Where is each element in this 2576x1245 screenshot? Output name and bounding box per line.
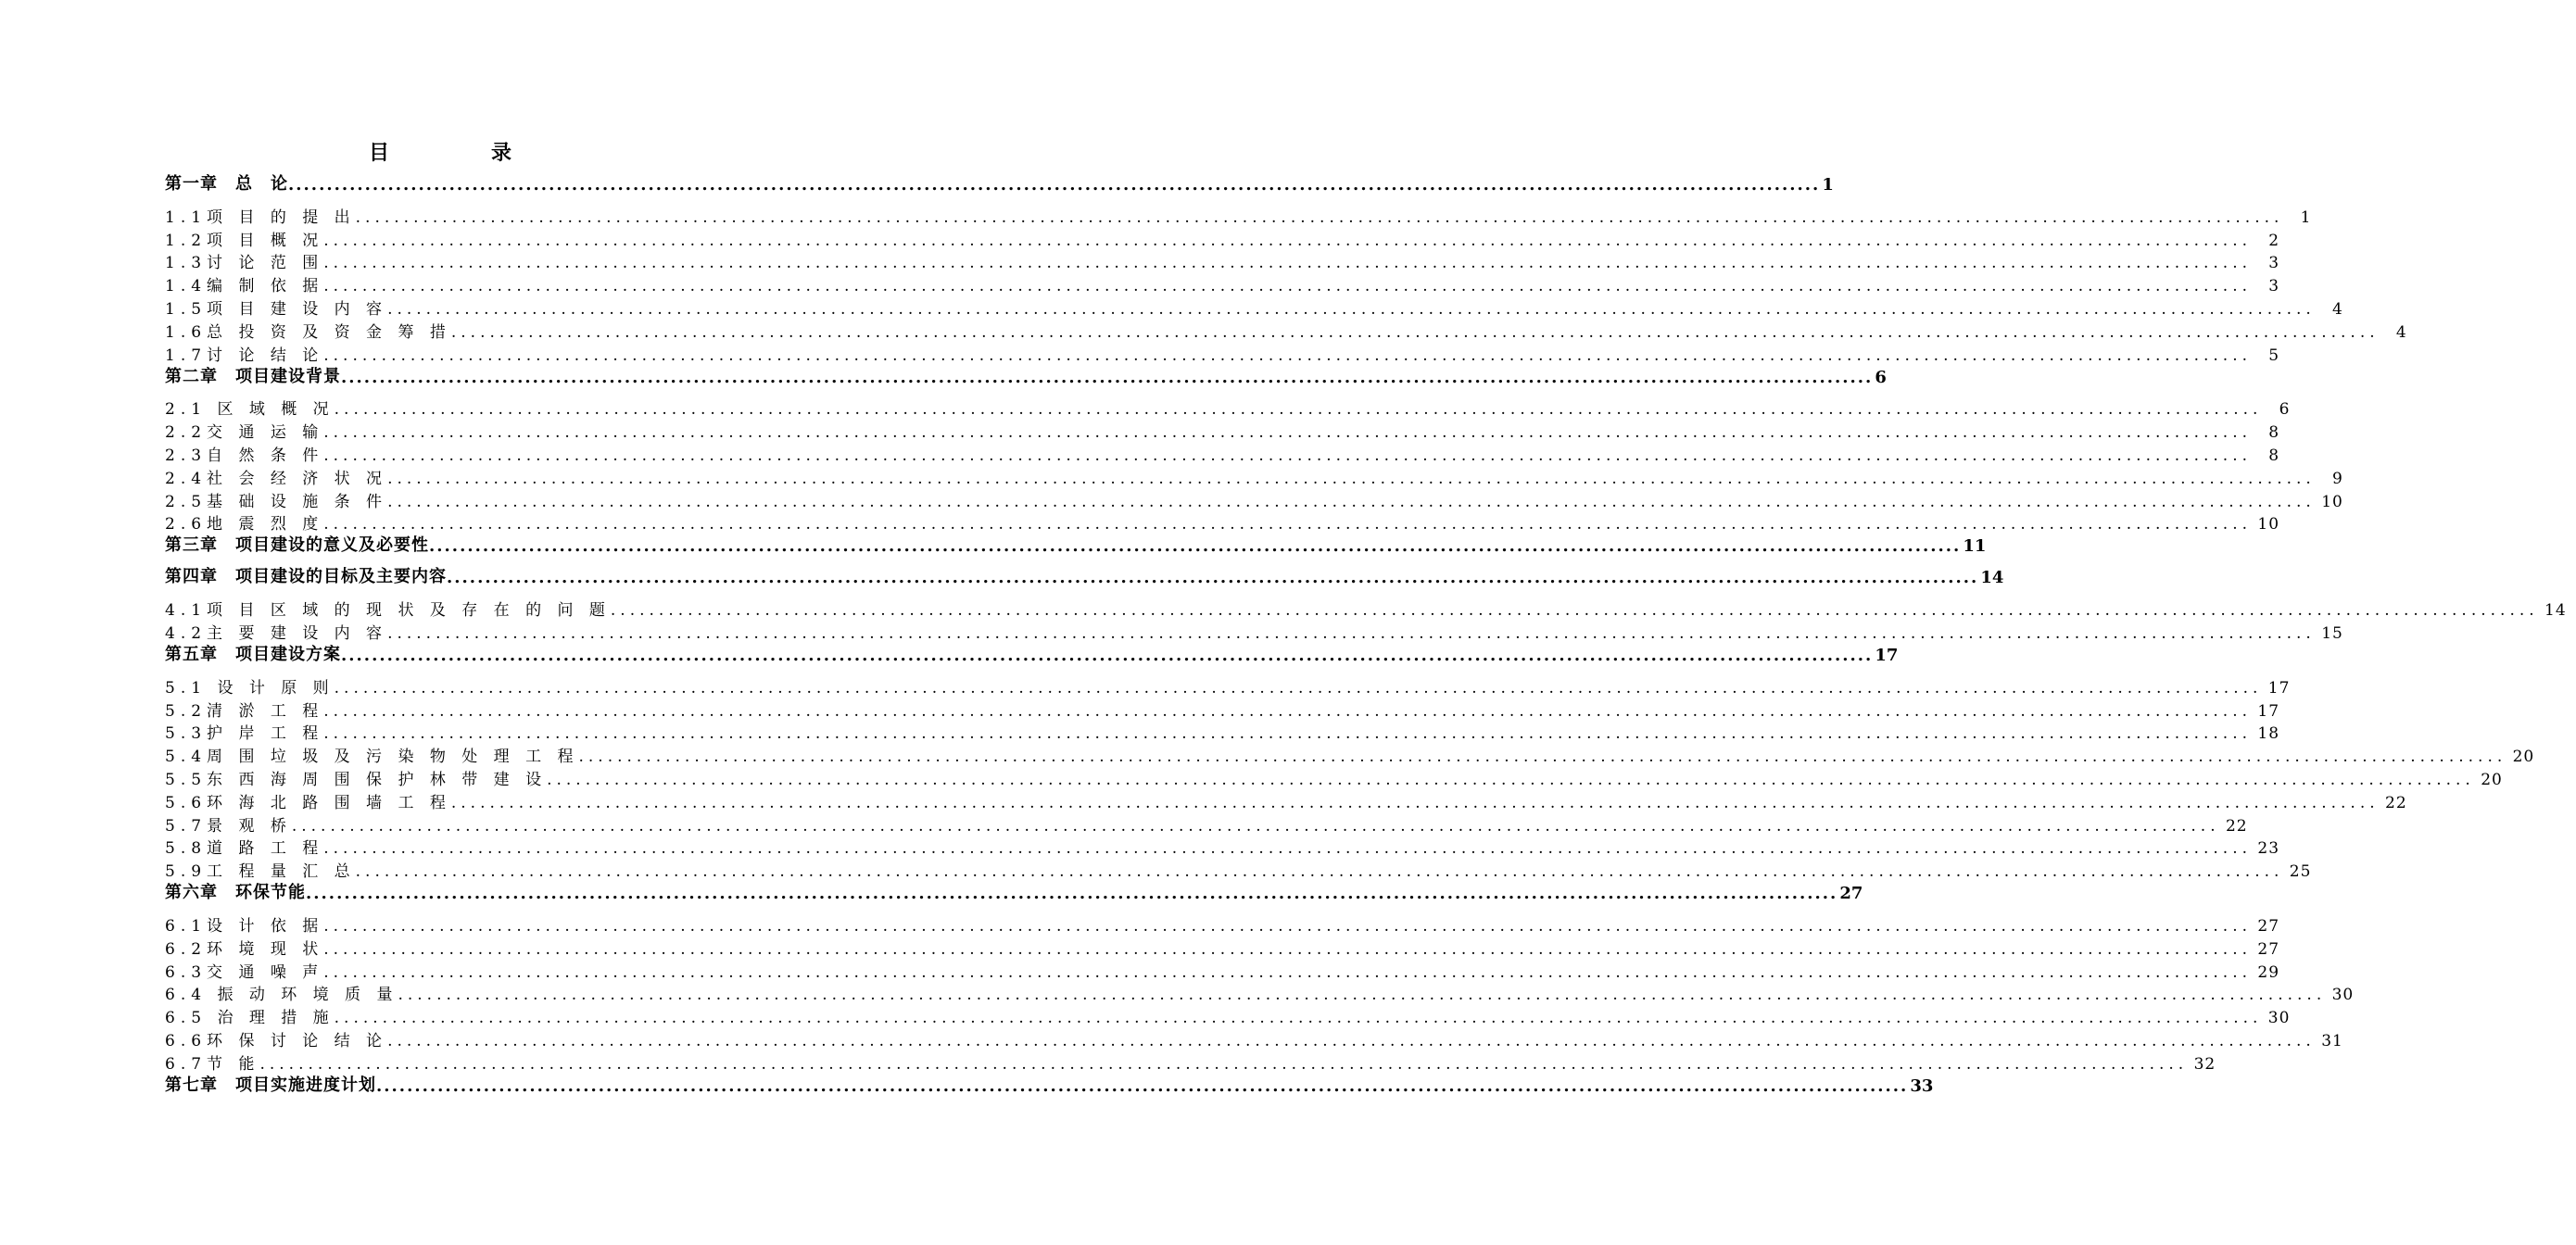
toc-section-entry[interactable] <box>165 250 2280 273</box>
toc-entry-label: 2.1 区 域 概 况 <box>165 400 335 420</box>
toc-entry-label: 6.5 治 理 措 施 <box>165 1009 335 1028</box>
toc-leader-dots: ........................................................................................................................................................................................................ <box>323 254 2253 273</box>
toc-section-entry[interactable] <box>165 597 2567 621</box>
toc-entry-label: 4.2主 要 建 设 内 容 <box>165 623 388 643</box>
toc-entry-label: 6.6环 保 讨 论 结 论 <box>165 1031 388 1050</box>
toc-leader-dots: ........................................................................................................................................................................................................ <box>323 277 2253 296</box>
toc-page-number: 17 <box>2257 701 2280 721</box>
toc-leader-dots: ........................................................................................................................................................................................................ <box>306 884 1838 904</box>
toc-section-entry[interactable] <box>165 465 2343 488</box>
toc-entry-label: 第二章 项目建设背景 <box>165 366 341 386</box>
toc-leader-dots: ........................................................................................................................................................................................................ <box>323 446 2253 465</box>
toc-leader-dots: ........................................................................................................................................................................................................ <box>547 770 2475 789</box>
toc-page-number: 14 <box>1980 568 2004 588</box>
toc-leader-dots: ........................................................................................................................................................................................................ <box>387 1031 2316 1050</box>
toc-section-entry[interactable] <box>165 912 2280 936</box>
toc-page-number: 5 <box>2268 346 2280 365</box>
toc-page-number: 20 <box>2512 748 2535 767</box>
toc-entry-label: 1.3讨 论 范 围 <box>165 254 324 273</box>
toc-page-number: 33 <box>1910 1075 1934 1096</box>
toc-entry-label: 1.4编 制 依 据 <box>165 277 324 296</box>
toc-leader-dots: ........................................................................................................................................................................................................ <box>578 748 2507 767</box>
table-of-contents <box>165 172 2567 1096</box>
toc-leader-dots: ........................................................................................................................................................................................................ <box>355 862 2284 882</box>
toc-page-number: 15 <box>2321 623 2343 643</box>
toc-page-number: 6 <box>1875 367 1887 387</box>
toc-leader-dots: ........................................................................................................................................................................................................ <box>355 208 2284 227</box>
toc-entry-label: 5.9工 程 量 汇 总 <box>165 862 356 882</box>
toc-section-entry[interactable] <box>165 766 2503 789</box>
toc-section-entry[interactable] <box>165 419 2280 443</box>
toc-leader-dots: ........................................................................................................................................................................................................ <box>447 568 1979 588</box>
toc-page-number: 3 <box>2268 254 2280 273</box>
toc-section-entry[interactable] <box>165 511 2280 534</box>
toc-page-number: 31 <box>2321 1031 2343 1050</box>
toc-entry-label: 1.5项 目 建 设 内 容 <box>165 299 388 319</box>
toc-entry-label: 4.1项 目 区 域 的 现 状 及 存 在 的 问 题 <box>165 601 611 621</box>
toc-page-number: 18 <box>2257 724 2280 744</box>
toc-entry-label: 2.6地 震 烈 度 <box>165 515 324 534</box>
toc-page-number: 27 <box>2257 916 2280 936</box>
toc-chapter-entry[interactable] <box>165 365 1887 387</box>
toc-entry-label: 第一章 总 论 <box>165 174 288 194</box>
toc-leader-dots: ........................................................................................................................................................................................................ <box>341 367 1874 387</box>
toc-entry-label: 6.3交 通 噪 声 <box>165 962 324 982</box>
toc-section-entry[interactable] <box>165 204 2312 227</box>
toc-section-entry[interactable] <box>165 698 2280 721</box>
toc-page-number: 11 <box>1963 536 1987 557</box>
toc-page-number: 17 <box>1875 645 1899 665</box>
toc-entry-label: 1.2项 目 概 况 <box>165 231 324 250</box>
toc-entry-label: 2.4社 会 经 济 状 况 <box>165 469 388 488</box>
toc-page-number: 30 <box>2331 986 2355 1005</box>
toc-section-entry[interactable] <box>165 982 2355 1005</box>
toc-leader-dots: ........................................................................................................................................................................................................ <box>376 1075 1909 1096</box>
toc-leader-dots: ........................................................................................................................................................................................................ <box>288 175 1821 195</box>
toc-page-number: 4 <box>2395 322 2407 342</box>
toc-section-entry[interactable] <box>165 442 2280 465</box>
toc-entry-label: 2.2交 通 运 输 <box>165 423 324 443</box>
toc-leader-dots: ........................................................................................................................................................................................................ <box>450 322 2380 342</box>
toc-section-entry[interactable] <box>165 272 2280 296</box>
toc-section-entry[interactable] <box>165 836 2280 859</box>
toc-entry-label: 第五章 项目建设方案 <box>165 644 341 664</box>
toc-page-number: 10 <box>2321 492 2343 511</box>
toc-page-number: 30 <box>2267 1009 2291 1028</box>
toc-entry-label: 5.7景 观 桥 <box>165 816 292 836</box>
toc-entry-label: 1.1项 目 的 提 出 <box>165 208 356 227</box>
toc-leader-dots: ........................................................................................................................................................................................................ <box>323 916 2253 936</box>
toc-section-entry[interactable] <box>165 488 2343 511</box>
toc-section-entry[interactable] <box>165 721 2280 744</box>
toc-leader-dots: ........................................................................................................................................................................................................ <box>323 724 2253 744</box>
toc-leader-dots: ........................................................................................................................................................................................................ <box>387 492 2316 511</box>
toc-entry-label: 5.6环 海 北 路 围 墙 工 程 <box>165 793 451 812</box>
toc-leader-dots: ........................................................................................................................................................................................................ <box>323 423 2253 443</box>
toc-entry-label: 第六章 环保节能 <box>165 883 306 903</box>
toc-page-number: 20 <box>2481 770 2503 789</box>
toc-entry-label: 1.6总 投 资 及 资 金 筹 措 <box>165 322 451 342</box>
toc-chapter-entry[interactable] <box>165 172 1834 195</box>
toc-leader-dots: ........................................................................................................................................................................................................ <box>341 645 1874 665</box>
toc-chapter-entry[interactable] <box>165 1074 1934 1096</box>
toc-leader-dots: ........................................................................................................................................................................................................ <box>334 678 2263 698</box>
toc-leader-dots: ........................................................................................................................................................................................................ <box>323 962 2253 982</box>
toc-entry-label: 第四章 项目建设的目标及主要内容 <box>165 567 447 587</box>
toc-leader-dots: ........................................................................................................................................................................................................ <box>323 701 2253 721</box>
toc-page-number: 2 <box>2268 231 2280 250</box>
toc-entry-label: 6.1设 计 依 据 <box>165 916 324 936</box>
toc-leader-dots: ........................................................................................................................................................................................................ <box>610 601 2539 621</box>
toc-leader-dots: ........................................................................................................................................................................................................ <box>387 299 2316 319</box>
toc-leader-dots: ........................................................................................................................................................................................................ <box>450 793 2380 812</box>
toc-leader-dots: ........................................................................................................................................................................................................ <box>291 816 2220 836</box>
toc-leader-dots: ........................................................................................................................................................................................................ <box>323 839 2253 859</box>
toc-page-number: 23 <box>2257 839 2280 859</box>
toc-chapter-entry[interactable] <box>165 565 2004 588</box>
toc-spacer <box>165 665 767 674</box>
toc-page-number: 29 <box>2257 962 2280 982</box>
toc-leader-dots: ........................................................................................................................................................................................................ <box>323 939 2253 959</box>
toc-leader-dots: ........................................................................................................................................................................................................ <box>429 536 1962 557</box>
toc-leader-dots: ........................................................................................................................................................................................................ <box>334 400 2263 420</box>
toc-section-entry[interactable] <box>165 1050 2216 1074</box>
toc-entry-label: 2.5基 础 设 施 条 件 <box>165 492 388 511</box>
toc-entry-label: 5.1 设 计 原 则 <box>165 678 335 698</box>
toc-section-entry[interactable] <box>165 789 2407 812</box>
toc-page-number: 4 <box>2332 299 2343 319</box>
toc-page-number: 8 <box>2268 446 2280 465</box>
toc-section-entry[interactable] <box>165 743 2535 767</box>
toc-entry-label: 6.7节 能 <box>165 1054 260 1074</box>
toc-entry-label: 5.8道 路 工 程 <box>165 839 324 859</box>
toc-page-number: 14 <box>2544 601 2567 621</box>
toc-section-entry[interactable] <box>165 812 2248 836</box>
toc-chapter-entry[interactable] <box>165 534 1987 557</box>
toc-leader-dots: ........................................................................................................................................................................................................ <box>334 1009 2263 1028</box>
toc-section-entry[interactable] <box>165 319 2407 342</box>
toc-section-entry[interactable] <box>165 959 2280 982</box>
toc-leader-dots: ........................................................................................................................................................................................................ <box>323 231 2253 250</box>
toc-entry-label: 5.5东 西 海 周 围 保 护 林 带 建 设 <box>165 770 548 789</box>
toc-leader-dots: ........................................................................................................................................................................................................ <box>387 623 2316 643</box>
toc-spacer <box>165 387 767 396</box>
toc-leader-dots: ........................................................................................................................................................................................................ <box>259 1054 2189 1074</box>
toc-leader-dots: ........................................................................................................................................................................................................ <box>323 346 2253 365</box>
toc-page-number: 27 <box>2257 939 2280 959</box>
toc-page-number: 1 <box>2300 208 2312 227</box>
toc-leader-dots: ........................................................................................................................................................................................................ <box>387 469 2316 488</box>
toc-page-number: 17 <box>2267 678 2291 698</box>
toc-page-number: 22 <box>2225 816 2248 836</box>
toc-page-number: 6 <box>2279 400 2291 420</box>
toc-page-number: 3 <box>2268 277 2280 296</box>
toc-leader-dots: ........................................................................................................................................................................................................ <box>398 986 2327 1005</box>
toc-spacer <box>165 195 767 204</box>
toc-entry-label: 1.7讨 论 结 论 <box>165 346 324 365</box>
toc-entry-label: 5.3护 岸 工 程 <box>165 724 324 744</box>
toc-page-number: 32 <box>2193 1054 2216 1074</box>
toc-section-entry[interactable] <box>165 342 2280 365</box>
toc-section-entry[interactable] <box>165 396 2291 420</box>
toc-entry-label: 6.2环 境 现 状 <box>165 939 324 959</box>
toc-page-number: 27 <box>1839 884 1863 904</box>
toc-section-entry[interactable] <box>165 858 2312 882</box>
toc-chapter-entry[interactable] <box>165 643 1899 665</box>
toc-section-entry[interactable] <box>165 296 2343 319</box>
toc-section-entry[interactable] <box>165 674 2291 698</box>
toc-section-entry[interactable] <box>165 936 2280 959</box>
toc-entry-label: 5.4周 围 垃 圾 及 污 染 物 处 理 工 程 <box>165 748 579 767</box>
toc-spacer <box>165 587 767 597</box>
toc-section-entry[interactable] <box>165 227 2280 250</box>
toc-entry-label: 6.4 振 动 环 境 质 量 <box>165 986 398 1005</box>
toc-section-entry[interactable] <box>165 1027 2343 1050</box>
toc-page-number: 22 <box>2385 793 2407 812</box>
toc-page-number: 9 <box>2332 469 2343 488</box>
toc-spacer <box>165 903 767 912</box>
toc-entry-label: 2.3自 然 条 件 <box>165 446 324 465</box>
toc-entry-label: 5.2清 淤 工 程 <box>165 701 324 721</box>
toc-chapter-entry[interactable] <box>165 881 1863 904</box>
toc-title: 目 录 <box>368 141 552 165</box>
toc-section-entry[interactable] <box>165 620 2343 643</box>
toc-page-number: 8 <box>2268 423 2280 443</box>
toc-page-number: 25 <box>2289 862 2312 882</box>
toc-entry-label: 第七章 项目实施进度计划 <box>165 1075 376 1095</box>
toc-section-entry[interactable] <box>165 1004 2291 1028</box>
toc-page-number: 10 <box>2257 515 2280 534</box>
toc-entry-label: 第三章 项目建设的意义及必要性 <box>165 535 429 556</box>
toc-page-number: 1 <box>1822 175 1834 195</box>
toc-leader-dots: ........................................................................................................................................................................................................ <box>323 515 2253 534</box>
